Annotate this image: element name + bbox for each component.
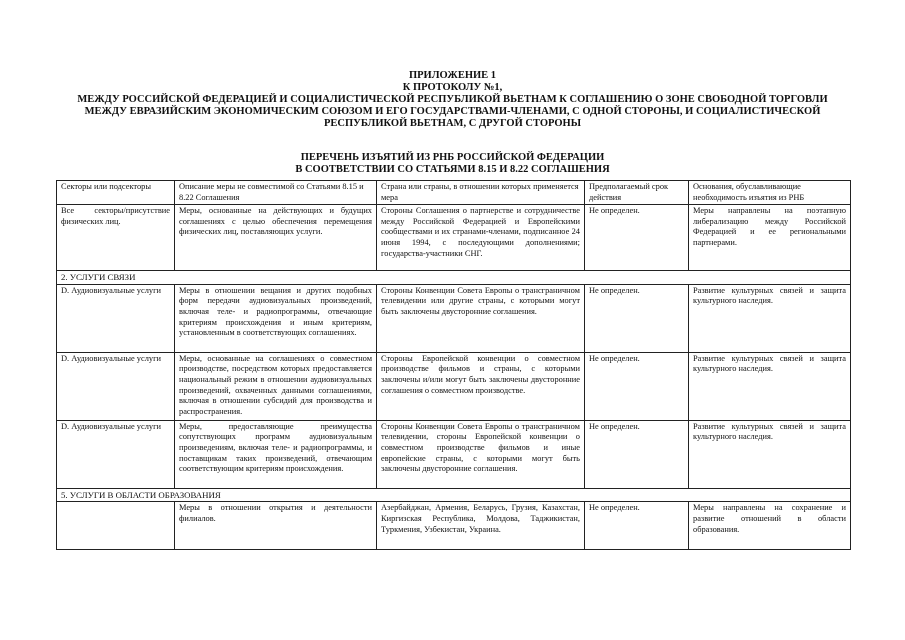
section-row [57,271,851,285]
exemptions-table [56,180,851,550]
header-cell: Предполагаемый срок действия [585,181,689,205]
table-cell: Меры в отношении открытия и деятельности филиалов. [175,502,377,550]
table-cell: Меры, основанные на действующих и будущих соглашениях с целью обеспечения перемещения физических лиц, поставляющих услуги. [175,205,377,271]
heading-line: МЕЖДУ РОССИЙСКОЙ ФЕДЕРАЦИЕЙ И СОЦИАЛИСТИЧЕСКОЙ РЕСПУБЛИКОЙ ВЬЕТНАМ К СОГЛАШЕНИЮ О ЗОНЕ СВОБОДНОЙ ТОРГОВЛИ [77,94,828,105]
table-cell: Меры в отношении вещания и других подобных форм передачи аудиовизуальных произведений, включая теле- и радиопрограммы, отвечающие критериям происхождения и иным критериям, установленным в соответствующих соглашениях. [175,284,377,352]
table-cell: Азербайджан, Армения, Беларусь, Грузия, Казахстан, Киргизская Республика, Молдова, Таджикистан, Туркмения, Узбекистан, Украина. [377,502,585,550]
header-cell: Основания, обуславливающие необходимость изъятия из РНБ [689,181,851,205]
table-row [57,352,851,420]
header-cell: Описание меры не совместимой со Статьями 8.15 и 8.22 Соглашения [175,181,377,205]
table-row [57,284,851,352]
table-cell: D. Аудиовизуальные услуги [57,420,175,488]
list-title-line: В СООТВЕТСТВИИ СО СТАТЬЯМИ 8.15 И 8.22 СОГЛАШЕНИЯ [295,164,610,175]
table-cell: Развитие культурных связей и защита культурного наследия. [689,420,851,488]
table-cell: Не определен. [585,205,689,271]
table-cell: Не определен. [585,502,689,550]
table-cell: Развитие культурных связей и защита культурного наследия. [689,284,851,352]
table-header-row [57,181,851,205]
section-row [57,488,851,502]
table-cell: D. Аудиовизуальные услуги [57,352,175,420]
section-title: 5. УСЛУГИ В ОБЛАСТИ ОБРАЗОВАНИЯ [57,488,851,502]
table-cell: Меры, предоставляющие преимущества сопутствующих программ аудиовизуальным произведениям, включая теле- и радиопрограммы, и поставщикам таких произведений, отвечающим соответствующим критериям происхождения. [175,420,377,488]
heading-line: МЕЖДУ ЕВРАЗИЙСКИМ ЭКОНОМИЧЕСКИМ СОЮЗОМ И ЕГО ГОСУДАРСТВАМИ-ЧЛЕНАМИ, С ОДНОЙ СТОРОНЫ, И СОЦИАЛИСТИЧЕСКОЙ [84,106,821,117]
heading-line: РЕСПУБЛИКОЙ ВЬЕТНАМ, С ДРУГОЙ СТОРОНЫ [324,118,581,129]
document-heading [0,70,905,130]
table-row [57,205,851,271]
table-cell: Развитие культурных связей и защита культурного наследия. [689,352,851,420]
header-cell: Страна или страны, в отношении которых применяется мера [377,181,585,205]
table-cell: Стороны Европейской конвенции о совместном производстве фильмов и страны, с которыми заключены и/или могут быть заключены двусторонние соглашения о совместном производстве. [377,352,585,420]
table-row [57,502,851,550]
table-cell: Все секторы/присутствие физических лиц. [57,205,175,271]
table-cell: D. Аудиовизуальные услуги [57,284,175,352]
table-cell: Стороны Конвенции Совета Европы о трансграничном телевидении, стороны Европейской конвенции о совместном производстве фильмов и иные европейские страны, с которыми могут быть заключены двусторонние соглашения. [377,420,585,488]
table-cell: Не определен. [585,352,689,420]
table-row [57,420,851,488]
table-cell: Меры направлены на поэтапную либерализацию между Российской Федерацией и ее региональными партнерами. [689,205,851,271]
list-title-line: ПЕРЕЧЕНЬ ИЗЪЯТИЙ ИЗ РНБ РОССИЙСКОЙ ФЕДЕРАЦИИ [300,152,605,163]
section-title: 2. УСЛУГИ СВЯЗИ [57,271,851,285]
list-title [0,152,905,176]
table-cell [57,502,175,550]
header-cell: Секторы или подсекторы [57,181,175,205]
table-cell: Меры, основанные на соглашениях о совместном производстве, посредством которых предоставляется национальный режим в отношении аудиовизуальных произведений, охваченных данными соглашениями, включая в отношении субсидий для производства и распространения. [175,352,377,420]
table-cell: Не определен. [585,420,689,488]
table-cell: Стороны Соглашения о партнерстве и сотрудничестве между Российской Федерацией и Европейскими сообществами и их странами-членами, подписанное 24 июня 1994, с последующими дополнениями; государства-участники СНГ. [377,205,585,271]
heading-line: К ПРОТОКОЛУ №1, [402,82,503,93]
table-cell: Не определен. [585,284,689,352]
table-cell: Стороны Конвенции Совета Европы о трансграничном телевидении или другие страны, с которыми могут быть заключены двусторонние соглашения. [377,284,585,352]
table-cell: Меры направлены на сохранение и развитие отношений в области образования. [689,502,851,550]
heading-line: ПРИЛОЖЕНИЕ 1 [408,70,497,81]
